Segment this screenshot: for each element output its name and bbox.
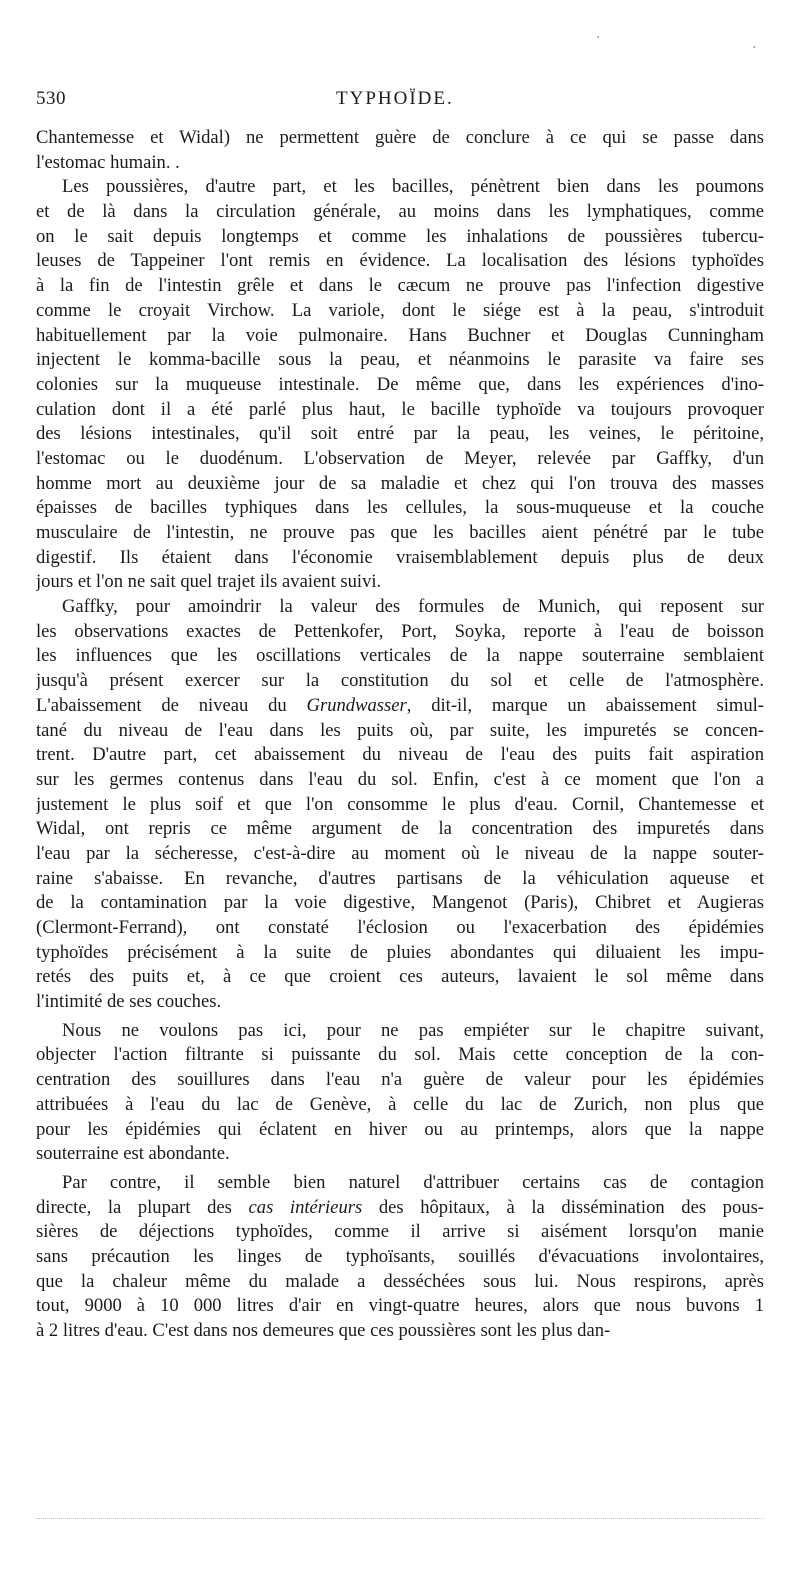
text-line: Par contre, il semble bien naturel d'attribuer certains cas de contagion xyxy=(62,1171,764,1193)
text-line: l'estomac ou le duodénum. L'observation de Meyer, relevée par Gaffky, d'un xyxy=(36,447,764,469)
text-line: les influences que les oscillations verticales de la nappe souterraine semblaient xyxy=(36,645,764,667)
text-line: digestif. Ils étaient dans l'économie vraisemblablement depuis plus de deux xyxy=(36,546,764,568)
text-line: à 2 litres d'eau. C'est dans nos demeures que ces poussières sont les plus dan- xyxy=(36,1320,611,1341)
running-title: TYPHOÏDE. xyxy=(336,88,454,109)
text-line: souterraine est abondante. xyxy=(36,1143,230,1165)
text-line: typhoïdes précisément à la suite de pluies abondantes qui diluaient les impu- xyxy=(36,941,764,963)
text-line: retés des puits et, à ce que croient ces auteurs, lavaient le sol même dans xyxy=(36,966,764,988)
text-line: objecter l'action filtrante si puissante du sol. Mais cette conception de la con- xyxy=(36,1044,764,1066)
text-line: raine s'abaisse. En revanche, d'autres partisans de la véhiculation aqueuse et xyxy=(36,867,764,889)
page-number: 530 xyxy=(36,88,66,109)
text-line: Nous ne voulons pas ici, pour ne pas empiéter sur le chapitre suivant, xyxy=(62,1019,764,1041)
text-line: Chantemesse et Widal) ne permettent guère de conclure à ce qui se passe dans xyxy=(36,127,764,148)
text-line: trent. D'autre part, cet abaissement du niveau de l'eau des puits fait aspiration xyxy=(36,744,764,766)
text-line: et de là dans la circulation générale, au moins dans les lymphatiques, comme xyxy=(36,201,764,223)
text-line: centration des souillures dans l'eau n'a guère de valeur pour les épidémies xyxy=(36,1069,764,1091)
page-header xyxy=(36,88,764,116)
text-line: tané du niveau de l'eau dans les puits où, par suite, les impuretés se concen- xyxy=(36,719,764,741)
text-line: les observations exactes de Pettenkofer, Port, Soyka, reporte à l'eau de boisson xyxy=(36,620,764,642)
italic-term: Grundwasser xyxy=(306,694,407,716)
text-line: Gaffky, pour amoindrir la valeur des formules de Munich, qui reposent sur xyxy=(62,596,764,618)
text-line: L'abaissement de niveau du Grundwasser, dit-il, marque un abaissement simul- xyxy=(36,694,764,716)
body-text xyxy=(36,126,764,1344)
text-line: directe, la plupart des cas intérieurs des hôpitaux, à la dissémination des pous- xyxy=(36,1196,764,1218)
text-line: justement le plus soif et que l'on consomme le plus d'eau. Cornil, Chantemesse et xyxy=(36,793,764,815)
text-line: colonies sur la muqueuse intestinale. De même que, dans les expériences d'ino- xyxy=(36,373,764,395)
text-line: Les poussières, d'autre part, et les bacilles, pénètrent bien dans les poumons xyxy=(62,176,764,198)
text-line: l'estomac humain. . xyxy=(36,151,180,173)
text-line: jours et l'on ne sait quel trajet ils avaient suivi. xyxy=(36,571,382,593)
text-line: musculaire de l'intestin, ne prouve pas que les bacilles aient pénétré par le tube xyxy=(36,522,764,543)
text-line: des lésions intestinales, qu'il soit entré par la peau, les veines, le péritoine, xyxy=(36,423,764,445)
text-line: attribuées à l'eau du lac de Genève, à celle du lac de Zurich, non plus que xyxy=(36,1093,764,1115)
text-line: de la contamination par la voie digestive, Mangenot (Paris), Chibret et Augieras xyxy=(36,892,764,914)
italic-term: cas intérieurs xyxy=(248,1196,363,1218)
text-line: comme le croyait Virchow. La variole, dont le siége est à la peau, s'introduit xyxy=(36,299,764,321)
text-line: épaisses de bacilles typhiques dans les cellules, la sous-muqueuse et la couche xyxy=(36,497,764,519)
scan-footer-noise xyxy=(36,1518,764,1529)
text-line: injectent le komma-bacille sous la peau, et néanmoins le parasite va faire ses xyxy=(36,349,764,371)
text-line: tout, 9000 à 10 000 litres d'air en vingt-quatre heures, alors que nous buvons 1 xyxy=(36,1295,764,1317)
scan-speck: · xyxy=(752,40,757,56)
text-line: l'intimité de ses couches. xyxy=(36,991,222,1013)
text-line: on le sait depuis longtemps et comme les inhalations de poussières tubercu- xyxy=(36,225,764,247)
text-line: à la fin de l'intestin grêle et dans le cæcum ne prouve pas l'infection digestive xyxy=(36,275,764,297)
text-line: leuses de Tappeiner l'ont remis en évidence. La localisation des lésions typhoïdes xyxy=(36,250,764,272)
text-line: (Clermont-Ferrand), ont constaté l'éclosion ou l'exacerbation des épidémies xyxy=(36,917,764,938)
text-line: habituellement par la voie pulmonaire. Hans Buchner et Douglas Cunningham xyxy=(36,324,764,346)
text-line: que la chaleur même du malade a desséchées sous lui. Nous respirons, après xyxy=(36,1270,764,1292)
text-line: pour les épidémies qui éclatent en hiver ou au printemps, alors que la nappe xyxy=(36,1118,764,1140)
text-line: jusqu'à présent exercer sur la constitution du sol et celle de l'atmosphère. xyxy=(36,670,764,692)
text-line: l'eau par la sécheresse, c'est-à-dire au moment où le niveau de la nappe souter- xyxy=(36,842,764,864)
text-line: culation dont il a été parlé plus haut, le bacille typhoïde va toujours provoquer xyxy=(36,398,764,420)
text-line: homme mort au deuxième jour de sa maladie et chez qui l'on trouva des masses xyxy=(36,472,764,494)
scan-speck: · xyxy=(596,30,601,46)
text-line: sans précaution les linges de typhoïsants, souillés d'évacuations involontaires, xyxy=(36,1245,764,1267)
text-line: Widal, ont repris ce même argument de la concentration des impuretés dans xyxy=(36,818,764,840)
text-line: sières de déjections typhoïdes, comme il arrive si aisément lorsqu'on manie xyxy=(36,1221,764,1243)
text-line: sur les germes contenus dans l'eau du sol. Enfin, c'est à ce moment que l'on a xyxy=(36,768,764,790)
